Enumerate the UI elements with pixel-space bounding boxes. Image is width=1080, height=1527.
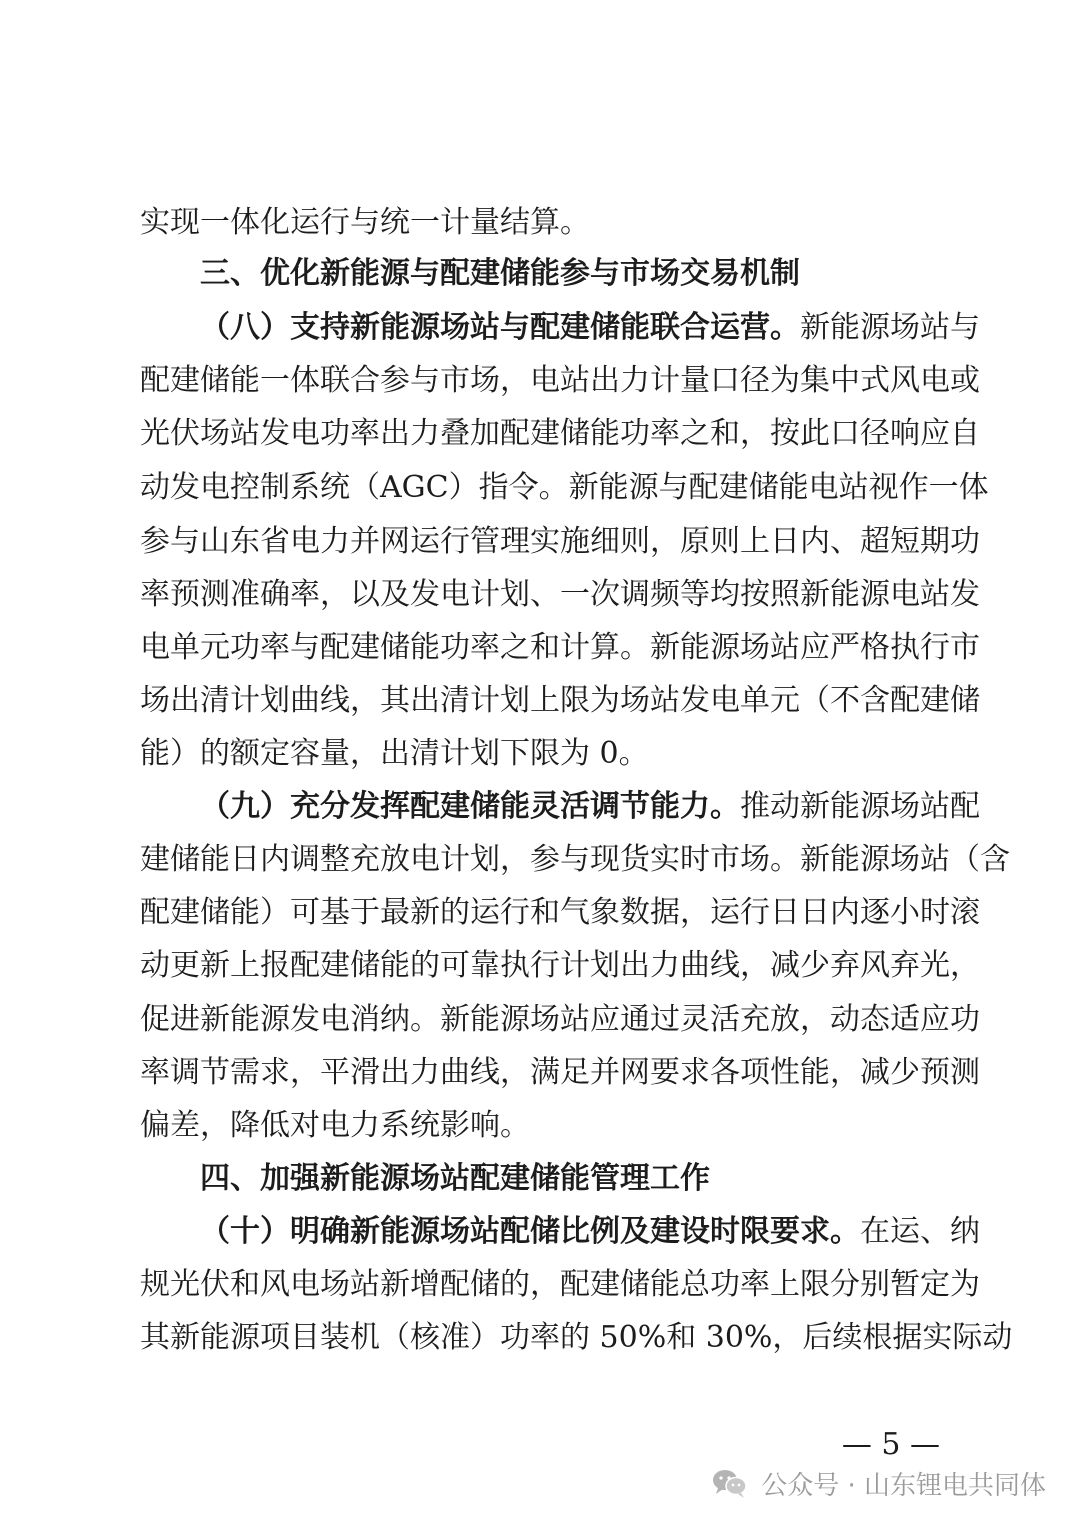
watermark-text: 公众号 · 山东锂电共同体 <box>761 1470 1046 1501</box>
paragraph-line: 规光伏和风电场站新增配储的，配建储能总功率上限分别暂定为 <box>140 1267 980 1302</box>
paragraph-line: 场出清计划曲线，其出清计划上限为场站发电单元（不含配建储 <box>140 683 980 718</box>
paragraph-line: 能）的额定容量，出清计划下限为 0。 <box>140 736 649 771</box>
paragraph-line: 参与山东省电力并网运行管理实施细则，原则上日内、超短期功 <box>140 524 980 559</box>
paragraph-line <box>200 787 980 827</box>
wechat-icon <box>711 1467 749 1499</box>
paragraph-line: 建储能日内调整充放电计划，参与现货实时市场。新能源场站（含 <box>140 842 1010 877</box>
paragraph-line: 率预测准确率，以及发电计划、一次调频等均按照新能源电站发 <box>140 577 980 612</box>
page-number: — 5 — <box>841 1427 940 1462</box>
paragraph-line: 实现一体化运行与统一计量结算。 <box>140 205 590 240</box>
paragraph-lead: （十）明确新能源场站配储比例及建设时限要求。 <box>200 1214 860 1249</box>
paragraph-text: 推动新能源场站配 <box>740 789 980 824</box>
paragraph-lead: （九）充分发挥配建储能灵活调节能力。 <box>200 789 740 824</box>
paragraph-line <box>200 308 980 348</box>
paragraph-lead: （八）支持新能源场站与配建储能联合运营。 <box>200 310 800 345</box>
paragraph-line: 配建储能一体联合参与市场，电站出力计量口径为集中式风电或 <box>140 363 980 398</box>
paragraph-line <box>200 1212 980 1252</box>
paragraph-line: 率调节需求，平滑出力曲线，满足并网要求各项性能，减少预测 <box>140 1055 980 1090</box>
paragraph-line: 光伏场站发电功率出力叠加配建储能功率之和，按此口径响应自 <box>140 416 980 451</box>
paragraph-line: 偏差，降低对电力系统影响。 <box>140 1108 530 1143</box>
paragraph-line: 配建储能）可基于最新的运行和气象数据，运行日日内逐小时滚 <box>140 895 980 930</box>
section-heading: 三、优化新能源与配建储能参与市场交易机制 <box>200 256 800 291</box>
paragraph-line: 促进新能源发电消纳。新能源场站应通过灵活充放，动态适应功 <box>140 1002 980 1037</box>
paragraph-text: 新能源场站与 <box>800 310 980 345</box>
section-heading: 四、加强新能源场站配建储能管理工作 <box>200 1161 710 1196</box>
paragraph-text: 在运、纳 <box>860 1214 980 1249</box>
watermark <box>711 1461 1046 1505</box>
paragraph-line: 动发电控制系统（AGC）指令。新能源与配建储能电站视作一体 <box>140 470 989 505</box>
paragraph-line: 电单元功率与配建储能功率之和计算。新能源场站应严格执行市 <box>140 630 980 665</box>
paragraph-line: 其新能源项目装机（核准）功率的 50%和 30%，后续根据实际动 <box>140 1320 1013 1355</box>
paragraph-line: 动更新上报配建储能的可靠执行计划出力曲线，减少弃风弃光， <box>140 948 980 983</box>
